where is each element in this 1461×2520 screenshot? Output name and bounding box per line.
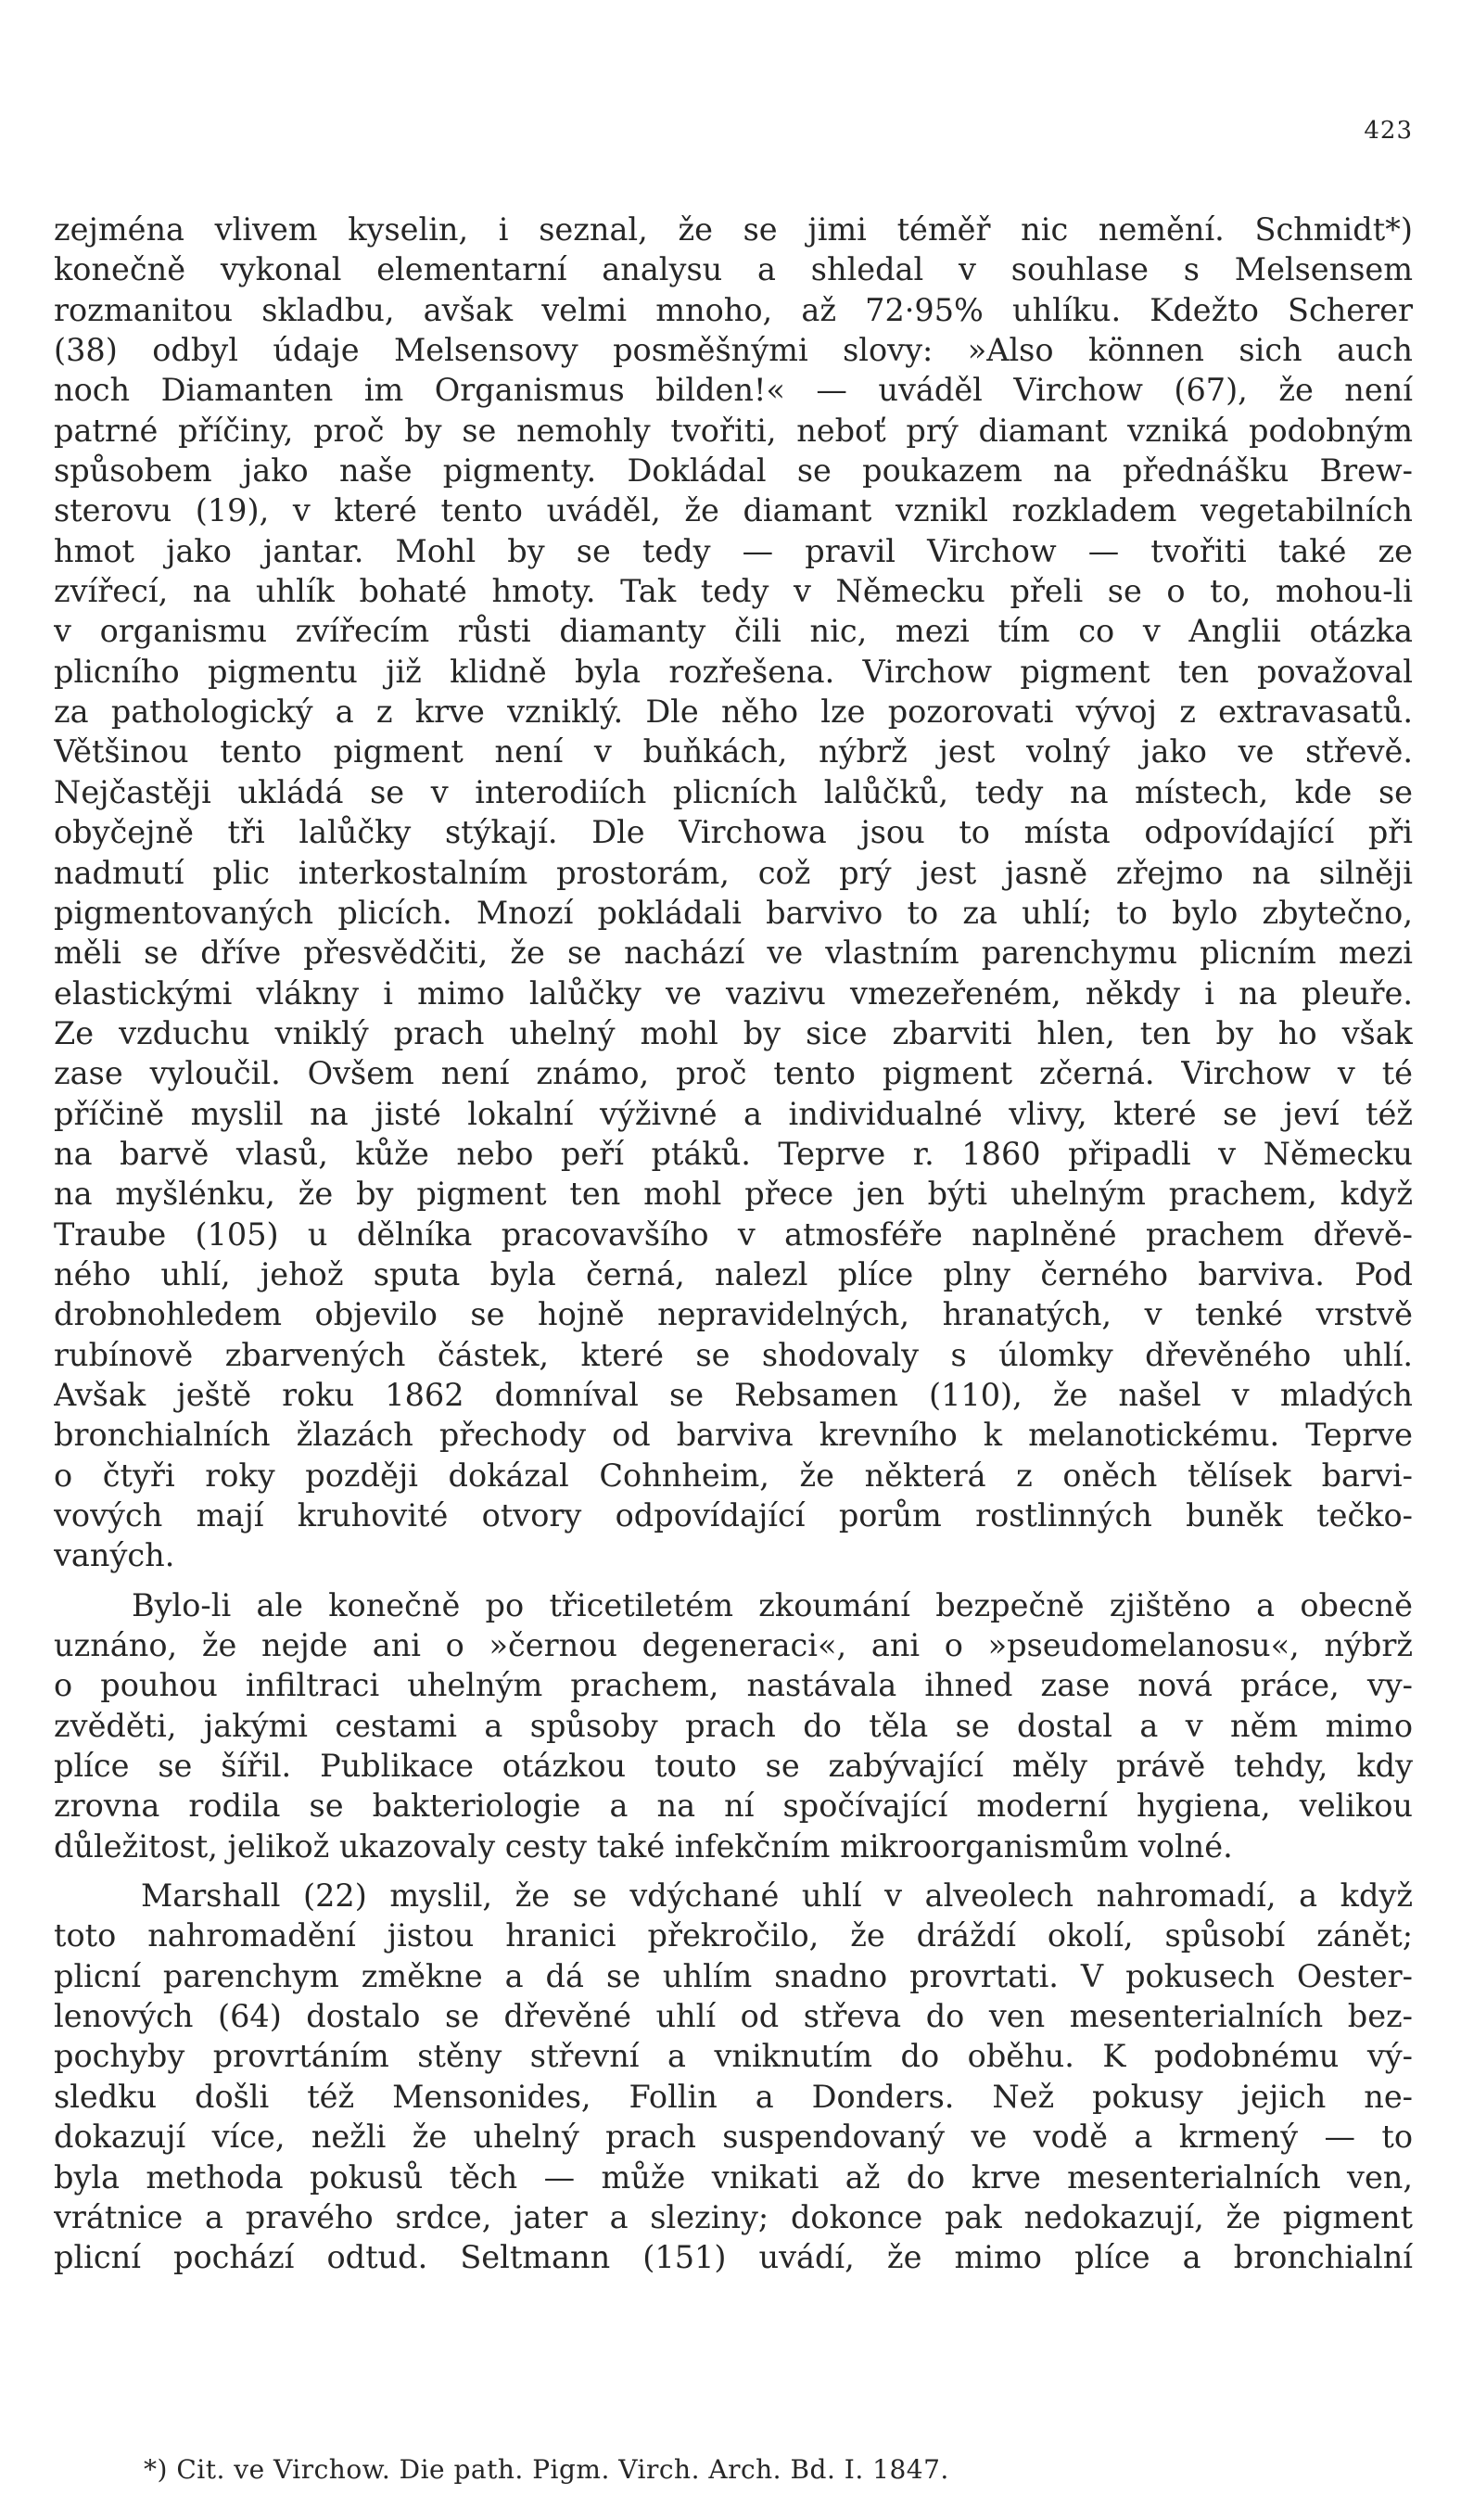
text-line: spůsobem jako naše pigmenty. Dokládal se poukazem na přednášku Brew- <box>54 452 1413 490</box>
text-line: hmot jako jantar. Mohl by se tedy — pravil Virchow — tvořiti také ze <box>54 532 1413 569</box>
text-line: pigmentovaných plicích. Mnozí pokládali barvivo to za uhlí; to bylo zbytečno, <box>54 894 1413 931</box>
text-line: Bylo-li ale konečně po třicetiletém zkoumání bezpečně zjištěno a obecně <box>132 1586 1413 1623</box>
paragraph-2 <box>54 1585 1413 1866</box>
paragraph-gap <box>54 1576 1413 1585</box>
page-number: 423 <box>1364 117 1413 145</box>
text-line: dokazují více, nežli že uhelný prach suspendovaný ve vodě a krmený — to <box>54 2119 1413 2156</box>
text-line: nadmutí plic interkostalním prostorám, což prý jest jasně zřejmo na silněji <box>54 854 1413 891</box>
text-line: noch Diamanten im Organismus bilden!« — uváděl Virchow (67), že není <box>54 372 1413 409</box>
text-line: důležitost, jelikož ukazovaly cesty také infekčním mikroorganismům volné. <box>54 1827 1233 1865</box>
text-line: uznáno, že nejde ani o »černou degeneraci«, ani o »pseudomelanosu«, nýbrž <box>54 1627 1413 1664</box>
text-line: o čtyři roky později dokázal Cohnheim, že některá z oněch tělísek barvi- <box>54 1457 1413 1494</box>
text-line: za pathologický a z krve vzniklý. Dle něho lze pozorovati vývoj z extravasatů. <box>54 694 1413 731</box>
text-line: zvířecí, na uhlík bohaté hmoty. Tak tedy v Německu přeli se o to, mohou-li <box>54 573 1413 610</box>
text-line: bronchialních žlazách přechody od barviva krevního k melanotickému. Teprve <box>54 1417 1413 1454</box>
footnote: *) Cit. ve Virchow. Die path. Pigm. Virch. Arch. Bd. I. 1847. <box>144 2454 949 2485</box>
text-line: Ze vzduchu vniklý prach uhelný mohl by sice zbarviti hlen, ten by ho však <box>54 1014 1413 1051</box>
text-line: na barvě vlasů, kůže nebo peří ptáků. Teprve r. 1860 připadli v Německu <box>54 1135 1413 1172</box>
text-line: rozmanitou skladbu, avšak velmi mnoho, až 72·95% uhlíku. Kdežto Scherer <box>54 291 1413 328</box>
text-line: Traube (105) u dělníka pracovavšího v atmosféře naplněné prachem dřevě- <box>54 1215 1413 1253</box>
text-line: Avšak ještě roku 1862 domníval se Rebsamen (110), že našel v mladých <box>54 1376 1413 1413</box>
text-line: zase vyloučil. Ovšem není známo, proč tento pigment zčerná. Virchow v té <box>54 1055 1413 1092</box>
text-line: vových mají kruhovité otvory odpovídající porům rostlinných buněk tečko- <box>54 1497 1413 1534</box>
text-line: rubínově zbarvených částek, které se shodovaly s úlomky dřevěného uhlí. <box>54 1336 1413 1373</box>
paragraph-gap <box>54 1866 1413 1876</box>
text-line: sterovu (19), v které tento uváděl, že diamant vznikl rozkladem vegetabilních <box>54 492 1413 529</box>
paragraph-1 <box>54 210 1413 1576</box>
text-line: plíce se šířil. Publikace otázkou touto se zabývající měly právě tehdy, kdy <box>54 1748 1413 1785</box>
text-line: byla methoda pokusů těch — může vnikati až do krve mesenterialních ven, <box>54 2158 1413 2195</box>
text-line: ného uhlí, jehož sputa byla černá, nalezl plíce plny černého barviva. Pod <box>54 1255 1413 1292</box>
body-text <box>54 210 1413 2278</box>
text-line: zejména vlivem kyselin, i seznal, že se jimi téměř nic nemění. Schmidt*) <box>54 211 1413 248</box>
text-line: pochyby provrtáním stěny střevní a vniknutím do oběhu. K podobnému vý- <box>54 2038 1413 2075</box>
text-line: plicní pochází odtud. Seltmann (151) uvádí, že mimo plíce a bronchialní <box>54 2239 1413 2276</box>
text-line: patrné příčiny, proč by se nemohly tvořiti, neboť prý diamant vzniká podobným <box>54 412 1413 449</box>
text-line: na myšlénku, že by pigment ten mohl přece jen býti uhelným prachem, když <box>54 1176 1413 1213</box>
text-line: vrátnice a pravého srdce, jater a sleziny; dokonce pak nedokazují, že pigment <box>54 2198 1413 2235</box>
text-line: Marshall (22) myslil, že se vdýchané uhlí v alveolech nahromadí, a když <box>141 1877 1413 1915</box>
text-line: v organismu zvířecím růsti diamanty čili nic, mezi tím co v Anglii otázka <box>54 613 1413 650</box>
text-line: Nejčastěji ukládá se v interodiích plicních lalůčků, tedy na místech, kde se <box>54 773 1413 810</box>
text-line: o pouhou infiltraci uhelným prachem, nastávala ihned zase nová práce, vy- <box>54 1667 1413 1704</box>
text-line: elastickými vlákny i mimo lalůčky ve vazivu vmezeřeném, někdy i na pleuře. <box>54 974 1413 1012</box>
text-line: příčině myslil na jisté lokalní výživné a individualné vlivy, které se jeví též <box>54 1095 1413 1132</box>
text-line: vaných. <box>54 1537 175 1574</box>
text-line: drobnohledem objevilo se hojně nepravidelných, hranatých, v tenké vrstvě <box>54 1296 1413 1333</box>
text-line: zvěděti, jakými cestami a spůsoby prach do těla se dostal a v něm mimo <box>54 1707 1413 1744</box>
text-line: obyčejně tři lalůčky stýkají. Dle Virchowa jsou to místa odpovídající při <box>54 814 1413 851</box>
text-line: sledku došli též Mensonides, Follin a Donders. Než pokusy jejich ne- <box>54 2078 1413 2115</box>
text-line: Většinou tento pigment není v buňkách, nýbrž jest volný jako ve střevě. <box>54 733 1413 770</box>
text-line: toto nahromadění jistou hranici překročilo, že dráždí okolí, spůsobí zánět; <box>54 1917 1413 1954</box>
text-line: (38) odbyl údaje Melsensovy posměšnými slovy: »Also können sich auch <box>54 332 1413 369</box>
text-line: konečně vykonal elementarní analysu a shledal v souhlase s Melsensem <box>54 251 1413 288</box>
text-line: plicního pigmentu již klidně byla rozřešena. Virchow pigment ten považoval <box>54 653 1413 690</box>
text-line: zrovna rodila se bakteriologie a na ní spočívající moderní hygiena, velikou <box>54 1788 1413 1825</box>
text-line: plicní parenchym změkne a dá se uhlím snadno provrtati. V pokusech Oester- <box>54 1957 1413 1994</box>
paragraph-3 <box>54 1876 1413 2277</box>
text-line: lenových (64) dostalo se dřevěné uhlí od střeva do ven mesenterialních bez- <box>54 1998 1413 2035</box>
text-line: měli se dříve přesvědčiti, že se nachází ve vlastním parenchymu plicním mezi <box>54 935 1413 972</box>
